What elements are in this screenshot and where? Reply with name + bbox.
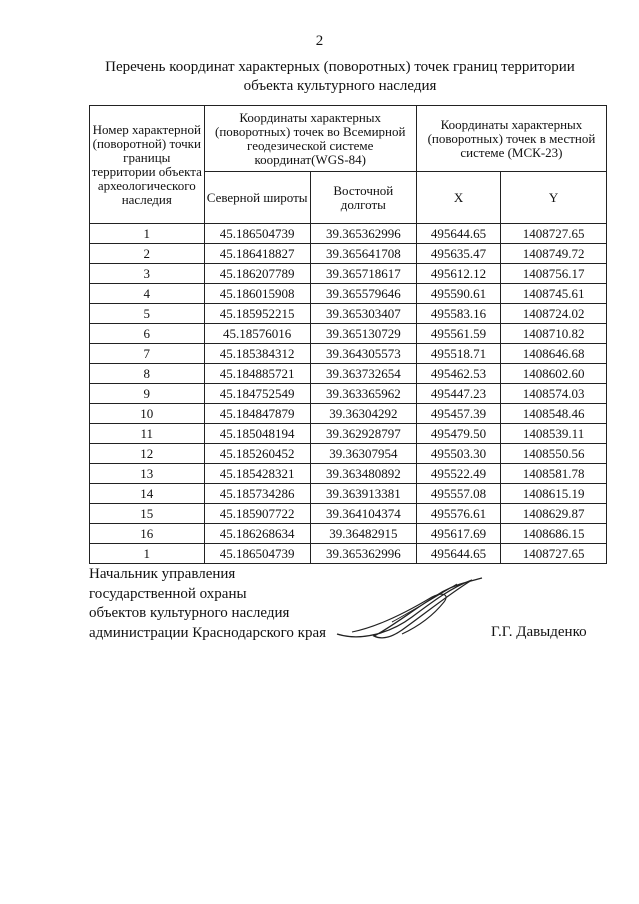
header-latitude: Северной широты — [204, 172, 310, 224]
x-coordinate-cell: 495503.30 — [416, 444, 500, 464]
point-number-cell: 16 — [90, 524, 205, 544]
document-title — [60, 58, 620, 96]
latitude-cell: 45.185048194 — [204, 424, 310, 444]
longitude-cell: 39.362928797 — [310, 424, 416, 444]
longitude-cell: 39.365362996 — [310, 224, 416, 244]
y-coordinate-cell: 1408686.15 — [501, 524, 607, 544]
y-coordinate-cell: 1408710.82 — [501, 324, 607, 344]
longitude-cell: 39.365362996 — [310, 544, 416, 564]
latitude-cell: 45.186504739 — [204, 224, 310, 244]
page-number: 2 — [315, 33, 324, 49]
point-number-cell: 5 — [90, 304, 205, 324]
point-number-cell: 8 — [90, 364, 205, 384]
latitude-cell: 45.185384312 — [204, 344, 310, 364]
x-coordinate-cell: 495479.50 — [416, 424, 500, 444]
table-row — [90, 344, 607, 364]
table-row — [90, 464, 607, 484]
table-row — [90, 504, 607, 524]
title-line-1: Перечень координат характерных (поворотных) точек границ территории — [105, 59, 575, 75]
x-coordinate-cell: 495447.23 — [416, 384, 500, 404]
table-row — [90, 244, 607, 264]
y-coordinate-cell: 1408581.78 — [501, 464, 607, 484]
table-row — [90, 544, 607, 564]
point-number-cell: 6 — [90, 324, 205, 344]
signer-position-line-3: объектов культурного наследия — [89, 605, 290, 621]
header-x: X — [416, 172, 500, 224]
table-row — [90, 324, 607, 344]
latitude-cell: 45.184847879 — [204, 404, 310, 424]
longitude-cell: 39.365718617 — [310, 264, 416, 284]
point-number-cell: 12 — [90, 444, 205, 464]
latitude-cell: 45.185907722 — [204, 504, 310, 524]
point-number-cell: 3 — [90, 264, 205, 284]
y-coordinate-cell: 1408749.72 — [501, 244, 607, 264]
table-row — [90, 424, 607, 444]
table-row — [90, 284, 607, 304]
longitude-cell: 39.364104374 — [310, 504, 416, 524]
point-number-cell: 9 — [90, 384, 205, 404]
longitude-cell: 39.36304292 — [310, 404, 416, 424]
y-coordinate-cell: 1408548.46 — [501, 404, 607, 424]
signer-position-line-2: государственной охраны — [89, 585, 247, 602]
latitude-cell: 45.184885721 — [204, 364, 310, 384]
table-row — [90, 444, 607, 464]
y-coordinate-cell: 1408646.68 — [501, 344, 607, 364]
y-coordinate-cell: 1408724.02 — [501, 304, 607, 324]
x-coordinate-cell: 495583.16 — [416, 304, 500, 324]
header-msk23: Координаты характерных (поворотных) точек в местной системе (МСК-23) — [416, 106, 606, 172]
x-coordinate-cell: 495617.69 — [416, 524, 500, 544]
y-coordinate-cell: 1408615.19 — [501, 484, 607, 504]
x-coordinate-cell: 495644.65 — [416, 544, 500, 564]
x-coordinate-cell: 495644.65 — [416, 224, 500, 244]
y-coordinate-cell: 1408745.61 — [501, 284, 607, 304]
latitude-cell: 45.185952215 — [204, 304, 310, 324]
longitude-cell: 39.363732654 — [310, 364, 416, 384]
point-number-cell: 15 — [90, 504, 205, 524]
table-row — [90, 224, 607, 244]
x-coordinate-cell: 495522.49 — [416, 464, 500, 484]
point-number-cell: 13 — [90, 464, 205, 484]
point-number-cell: 14 — [90, 484, 205, 504]
x-coordinate-cell: 495576.61 — [416, 504, 500, 524]
signer-position-line-1: Начальник управления — [89, 566, 236, 582]
handwritten-signature — [332, 572, 492, 652]
signer-name: Г.Г. Давыденко — [491, 624, 587, 640]
table-row — [90, 364, 607, 384]
latitude-cell: 45.185734286 — [204, 484, 310, 504]
longitude-cell: 39.365303407 — [310, 304, 416, 324]
x-coordinate-cell: 495518.71 — [416, 344, 500, 364]
latitude-cell: 45.186268634 — [204, 524, 310, 544]
y-coordinate-cell: 1408550.56 — [501, 444, 607, 464]
y-coordinate-cell: 1408756.17 — [501, 264, 607, 284]
signature-block — [89, 565, 326, 643]
x-coordinate-cell: 495590.61 — [416, 284, 500, 304]
table-row — [90, 264, 607, 284]
table-row — [90, 404, 607, 424]
longitude-cell: 39.36482915 — [310, 524, 416, 544]
header-y: Y — [501, 172, 607, 224]
longitude-cell: 39.363913381 — [310, 484, 416, 504]
longitude-cell: 39.364305573 — [310, 344, 416, 364]
latitude-cell: 45.185428321 — [204, 464, 310, 484]
longitude-cell: 39.363365962 — [310, 384, 416, 404]
x-coordinate-cell: 495635.47 — [416, 244, 500, 264]
header-wgs84: Координаты характерных (поворотных) точек во Всемирной геодезической системе координат(WGS-84) — [204, 106, 416, 172]
x-coordinate-cell: 495462.53 — [416, 364, 500, 384]
latitude-cell: 45.186207789 — [204, 264, 310, 284]
table-row — [90, 304, 607, 324]
table-row — [90, 384, 607, 404]
longitude-cell: 39.365130729 — [310, 324, 416, 344]
x-coordinate-cell: 495612.12 — [416, 264, 500, 284]
latitude-cell: 45.184752549 — [204, 384, 310, 404]
y-coordinate-cell: 1408727.65 — [501, 544, 607, 564]
latitude-cell: 45.18576016 — [204, 324, 310, 344]
table-row — [90, 484, 607, 504]
point-number-cell: 2 — [90, 244, 205, 264]
longitude-cell: 39.36307954 — [310, 444, 416, 464]
latitude-cell: 45.186015908 — [204, 284, 310, 304]
y-coordinate-cell: 1408727.65 — [501, 224, 607, 244]
x-coordinate-cell: 495561.59 — [416, 324, 500, 344]
point-number-cell: 11 — [90, 424, 205, 444]
title-line-2: объекта культурного наследия — [243, 78, 437, 94]
latitude-cell: 45.185260452 — [204, 444, 310, 464]
y-coordinate-cell: 1408539.11 — [501, 424, 607, 444]
y-coordinate-cell: 1408574.03 — [501, 384, 607, 404]
point-number-cell: 7 — [90, 344, 205, 364]
point-number-cell: 10 — [90, 404, 205, 424]
point-number-cell: 1 — [90, 224, 205, 244]
longitude-cell: 39.365579646 — [310, 284, 416, 304]
header-longitude: Восточной долготы — [310, 172, 416, 224]
latitude-cell: 45.186418827 — [204, 244, 310, 264]
y-coordinate-cell: 1408602.60 — [501, 364, 607, 384]
latitude-cell: 45.186504739 — [204, 544, 310, 564]
point-number-cell: 4 — [90, 284, 205, 304]
longitude-cell: 39.363480892 — [310, 464, 416, 484]
x-coordinate-cell: 495557.08 — [416, 484, 500, 504]
point-number-cell: 1 — [90, 544, 205, 564]
signer-position-line-4: администрации Краснодарского края — [89, 624, 327, 641]
y-coordinate-cell: 1408629.87 — [501, 504, 607, 524]
table-row — [90, 524, 607, 544]
header-point-number: Номер характерной (поворотной) точки границы территории объекта археологического наследия — [90, 106, 205, 224]
coordinates-table — [89, 105, 607, 564]
longitude-cell: 39.365641708 — [310, 244, 416, 264]
x-coordinate-cell: 495457.39 — [416, 404, 500, 424]
table-body — [90, 224, 607, 564]
